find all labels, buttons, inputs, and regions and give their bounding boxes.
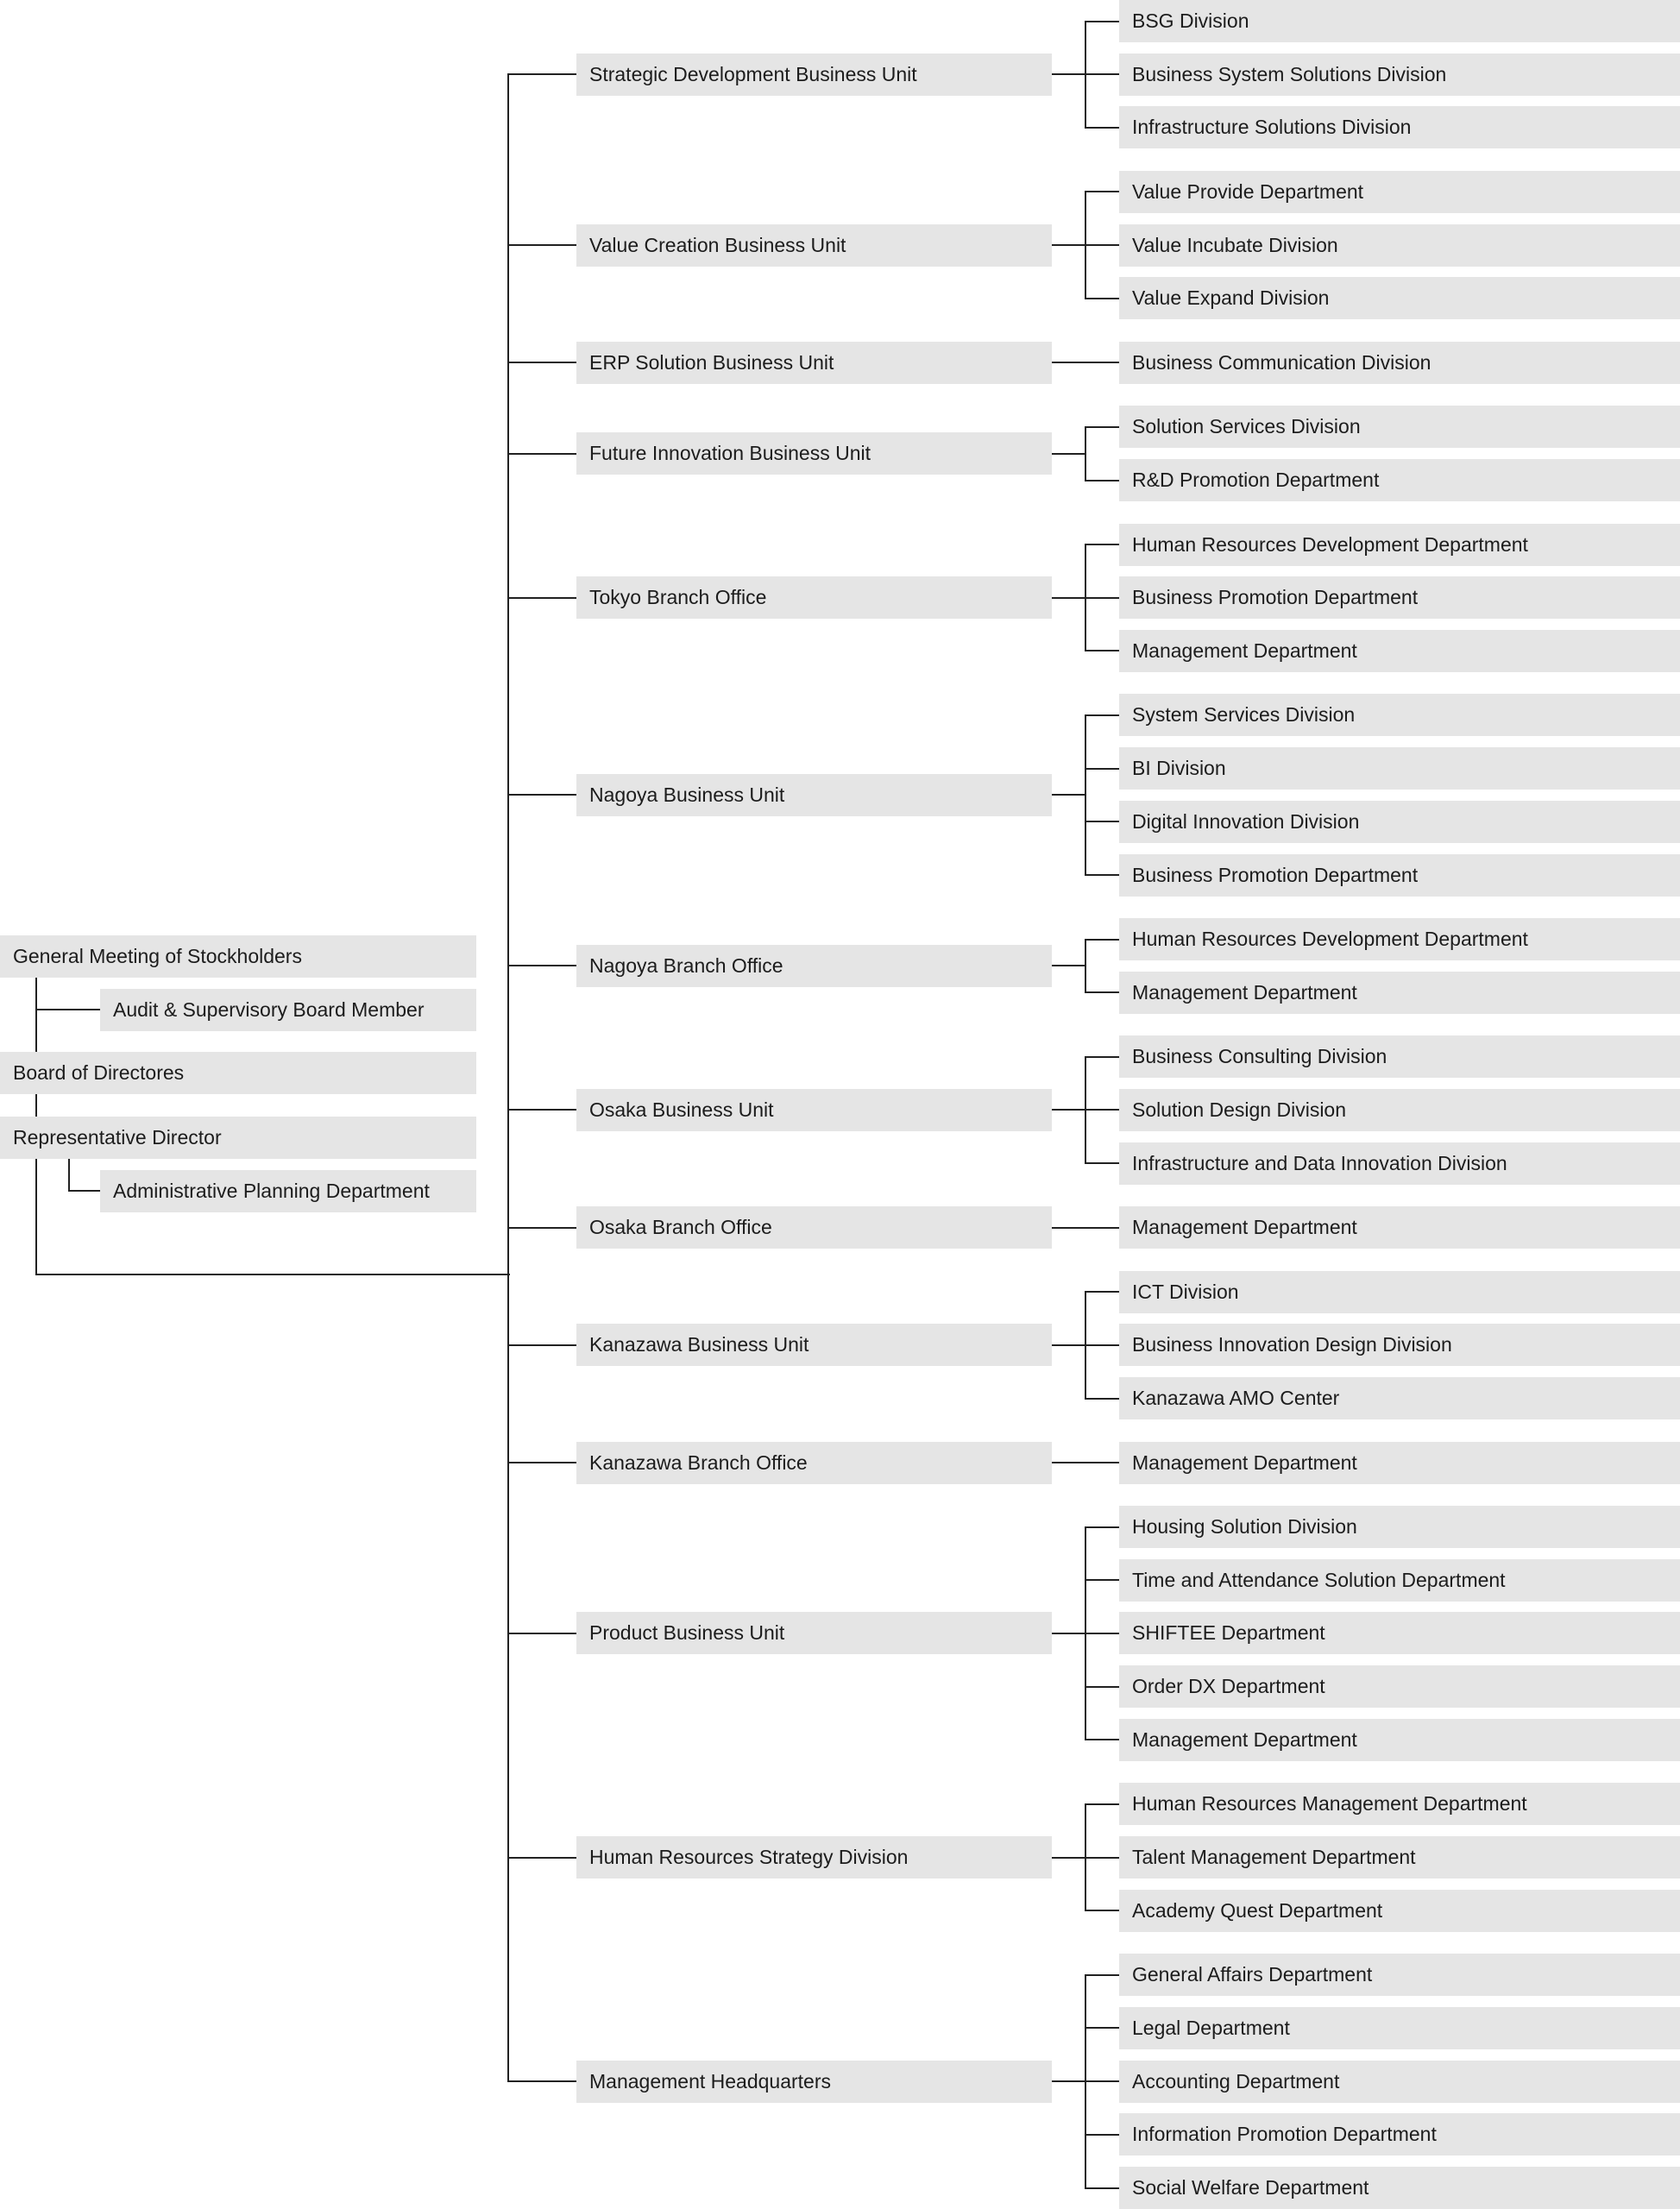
connector-line xyxy=(508,1227,576,1229)
connector-line xyxy=(1085,1109,1119,1111)
connector-line xyxy=(508,597,576,599)
connector-line xyxy=(508,244,576,246)
connector-line xyxy=(1085,1803,1119,1805)
division-box: Kanazawa AMO Center xyxy=(1119,1377,1680,1419)
division-box: System Services Division xyxy=(1119,694,1680,736)
division-box: Time and Attendance Solution Department xyxy=(1119,1559,1680,1602)
division-box: Management Department xyxy=(1119,1206,1680,1249)
connector-line xyxy=(1085,1291,1119,1293)
connector-line xyxy=(1085,1633,1119,1634)
connector-line xyxy=(1085,939,1119,941)
division-box: Value Expand Division xyxy=(1119,277,1680,319)
unit-box: Management Headquarters xyxy=(576,2061,1052,2103)
unit-box: Nagoya Business Unit xyxy=(576,774,1052,816)
connector-line xyxy=(508,1109,576,1111)
connector-line xyxy=(1085,714,1086,876)
connector-line xyxy=(1085,1526,1119,1528)
connector-line xyxy=(508,794,576,796)
connector-line xyxy=(1052,244,1086,246)
division-box: General Affairs Department xyxy=(1119,1954,1680,1996)
unit-box: Nagoya Branch Office xyxy=(576,945,1052,987)
division-box: SHIFTEE Department xyxy=(1119,1612,1680,1654)
connector-line xyxy=(1085,1686,1119,1688)
connector-line xyxy=(1052,73,1086,75)
unit-box: Human Resources Strategy Division xyxy=(576,1836,1052,1879)
connector-line xyxy=(1052,1227,1119,1229)
division-box: Business Consulting Division xyxy=(1119,1035,1680,1078)
division-box: Housing Solution Division xyxy=(1119,1506,1680,1548)
connector-line xyxy=(1085,768,1119,770)
unit-box: Product Business Unit xyxy=(576,1612,1052,1654)
connector-line xyxy=(1085,2134,1119,2136)
division-box: R&D Promotion Department xyxy=(1119,459,1680,501)
division-box: Management Department xyxy=(1119,1442,1680,1484)
division-box: Social Welfare Department xyxy=(1119,2167,1680,2209)
division-box: Human Resources Development Department xyxy=(1119,918,1680,960)
connector-line xyxy=(1085,1857,1119,1859)
connector-line xyxy=(1085,426,1119,428)
unit-box: Future Innovation Business Unit xyxy=(576,432,1052,475)
connector-line xyxy=(68,1159,70,1192)
division-box: BSG Division xyxy=(1119,0,1680,42)
division-box: Solution Services Division xyxy=(1119,406,1680,448)
division-box: Business System Solutions Division xyxy=(1119,53,1680,96)
board-of-directors-box: Board of Directores xyxy=(0,1052,476,1094)
connector-line xyxy=(1085,821,1119,822)
connector-line xyxy=(1052,965,1086,966)
connector-line xyxy=(1085,73,1119,75)
connector-line xyxy=(1085,2027,1119,2029)
connector-line xyxy=(68,1190,100,1192)
division-box: BI Division xyxy=(1119,747,1680,790)
connector-line xyxy=(1085,939,1086,994)
division-box: Value Incubate Division xyxy=(1119,224,1680,267)
connector-line xyxy=(508,2080,576,2082)
division-box: Digital Innovation Division xyxy=(1119,801,1680,843)
unit-box: Kanazawa Branch Office xyxy=(576,1442,1052,1484)
connector-line xyxy=(1085,597,1119,599)
division-box: Infrastructure and Data Innovation Division xyxy=(1119,1142,1680,1185)
connector-line xyxy=(1052,362,1119,363)
connector-line xyxy=(35,1159,37,1275)
division-box: Business Promotion Department xyxy=(1119,854,1680,897)
connector-line xyxy=(1085,1910,1119,1911)
division-box: ICT Division xyxy=(1119,1271,1680,1313)
connector-line xyxy=(1052,453,1086,455)
division-box: Order DX Department xyxy=(1119,1665,1680,1708)
connector-line xyxy=(1085,650,1119,651)
connector-line xyxy=(1085,191,1119,192)
connector-line xyxy=(508,1462,576,1463)
trunk-line xyxy=(507,73,509,2082)
representative-director-box: Representative Director xyxy=(0,1117,476,1159)
connector-line xyxy=(1085,21,1119,22)
connector-line xyxy=(1052,2080,1086,2082)
connector-line xyxy=(1085,298,1119,299)
connector-line xyxy=(35,1009,100,1010)
connector-line xyxy=(1085,874,1119,876)
connector-line xyxy=(1085,2187,1119,2189)
division-box: Business Promotion Department xyxy=(1119,576,1680,619)
connector-line xyxy=(1085,1739,1119,1740)
connector-line xyxy=(1085,480,1119,481)
connector-line xyxy=(1052,597,1086,599)
connector-line xyxy=(1085,991,1119,993)
audit-board-box: Audit & Supervisory Board Member xyxy=(100,989,476,1031)
connector-line xyxy=(1085,1579,1119,1581)
connector-line xyxy=(508,362,576,363)
connector-line xyxy=(1052,1109,1086,1111)
connector-line xyxy=(1052,1462,1119,1463)
division-box: Management Department xyxy=(1119,630,1680,672)
connector-line xyxy=(508,1633,576,1634)
connector-line xyxy=(1085,1974,1119,1976)
division-box: Value Provide Department xyxy=(1119,171,1680,213)
connector-line xyxy=(1085,1056,1119,1058)
connector-line xyxy=(1085,1162,1119,1164)
connector-line xyxy=(1085,244,1119,246)
admin-planning-box: Administrative Planning Department xyxy=(100,1170,476,1212)
connector-line xyxy=(1085,544,1119,545)
division-box: Solution Design Division xyxy=(1119,1089,1680,1131)
connector-line xyxy=(508,1857,576,1859)
division-box: Legal Department xyxy=(1119,2007,1680,2049)
connector-line xyxy=(35,978,37,1052)
division-box: Management Department xyxy=(1119,972,1680,1014)
unit-box: Osaka Branch Office xyxy=(576,1206,1052,1249)
unit-box: Osaka Business Unit xyxy=(576,1089,1052,1131)
connector-line xyxy=(1085,2080,1119,2082)
division-box: Academy Quest Department xyxy=(1119,1890,1680,1932)
connector-line xyxy=(35,1094,37,1117)
unit-box: Value Creation Business Unit xyxy=(576,224,1052,267)
connector-line xyxy=(1052,794,1086,796)
connector-line xyxy=(1085,127,1119,129)
connector-line xyxy=(508,73,576,75)
division-box: Business Innovation Design Division xyxy=(1119,1324,1680,1366)
division-box: Talent Management Department xyxy=(1119,1836,1680,1879)
connector-line xyxy=(508,1344,576,1346)
general-meeting-box: General Meeting of Stockholders xyxy=(0,935,476,978)
connector-line xyxy=(1085,426,1086,481)
unit-box: ERP Solution Business Unit xyxy=(576,342,1052,384)
division-box: Accounting Department xyxy=(1119,2061,1680,2103)
connector-line xyxy=(1085,1344,1119,1346)
division-box: Human Resources Management Department xyxy=(1119,1783,1680,1825)
division-box: Business Communication Division xyxy=(1119,342,1680,384)
connector-line xyxy=(508,453,576,455)
division-box: Information Promotion Department xyxy=(1119,2113,1680,2156)
connector-line xyxy=(1052,1633,1086,1634)
connector-line xyxy=(508,965,576,966)
division-box: Human Resources Development Department xyxy=(1119,524,1680,566)
unit-box: Kanazawa Business Unit xyxy=(576,1324,1052,1366)
connector-line xyxy=(1052,1344,1086,1346)
connector-line xyxy=(35,1274,510,1275)
connector-line xyxy=(1085,714,1119,716)
division-box: Infrastructure Solutions Division xyxy=(1119,106,1680,148)
connector-line xyxy=(1085,1398,1119,1400)
division-box: Management Department xyxy=(1119,1719,1680,1761)
unit-box: Strategic Development Business Unit xyxy=(576,53,1052,96)
unit-box: Tokyo Branch Office xyxy=(576,576,1052,619)
connector-line xyxy=(1052,1857,1086,1859)
